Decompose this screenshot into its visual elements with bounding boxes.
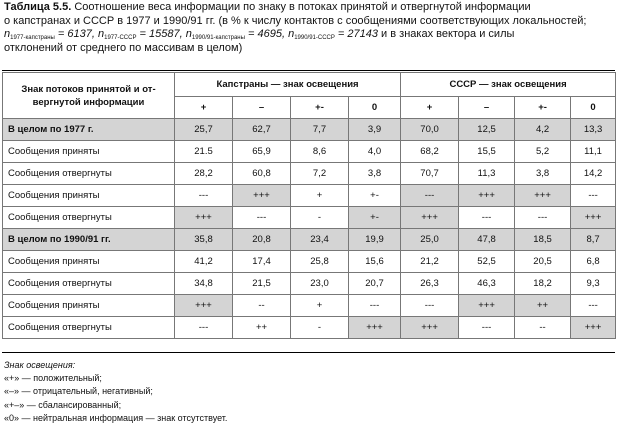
table-cell: 47,8 [459, 229, 515, 251]
table-cell: 46,3 [459, 273, 515, 295]
table-cell: --- [175, 185, 233, 207]
sign-header-cell: 0 [571, 97, 616, 119]
table-cell: + [291, 185, 349, 207]
table-cell: 6,8 [571, 251, 616, 273]
row-label: Сообщения отвергнуты [3, 317, 175, 339]
sign-header-cell: – [459, 97, 515, 119]
table-cell: --- [459, 317, 515, 339]
table-cell: --- [175, 317, 233, 339]
table-cell: +++ [401, 207, 459, 229]
table-row [3, 163, 616, 185]
row-label: В целом по 1990/91 гг. [3, 229, 175, 251]
table-cell: 23,4 [291, 229, 349, 251]
table-row [3, 229, 616, 251]
notes-heading: Знак освещения: [4, 360, 76, 370]
row-label: Сообщения приняты [3, 141, 175, 163]
table-cell: ++ [515, 295, 571, 317]
sign-header-cell: + [175, 97, 233, 119]
table-row [3, 185, 616, 207]
caption-line-3: $n_{1977-капстраны} = 6137$, $n_{1977-СССР} = 15587$, $n_{1990/91-капстраны} = 4695$, $n_{1990/91-СССР} = 27143$ и в знаках вектора и силы [4, 28, 515, 42]
table-row [3, 251, 616, 273]
table-row [3, 317, 616, 339]
table-cell: 25,7 [175, 119, 233, 141]
table-cell: - [291, 207, 349, 229]
table-cell: 20,5 [515, 251, 571, 273]
table-cell: 25,8 [291, 251, 349, 273]
note-item: «+» — положительный; [4, 373, 102, 384]
caption-line-1: Соотношение веса информации по знаку в потоках принятой и отвергнутой информации [71, 1, 531, 13]
table-cell: 8,6 [291, 141, 349, 163]
table-cell: +++ [571, 207, 616, 229]
group-header-capitalist: Капстраны — знак освещения [175, 73, 401, 97]
table-cell: 70,0 [401, 119, 459, 141]
table-cell: ++ [233, 317, 291, 339]
table-cell: +++ [401, 317, 459, 339]
table-cell: +- [349, 207, 401, 229]
table-cell: +- [349, 185, 401, 207]
table-cell: 25,0 [401, 229, 459, 251]
caption-line-2: о капстранах и СССР в 1977 и 1990/91 гг. (в % к числу контактов с сообщениями соответствующих локальностей; [4, 14, 587, 27]
table-cell: 21.5 [175, 141, 233, 163]
table-cell: 26,3 [401, 273, 459, 295]
table-cell: 60,8 [233, 163, 291, 185]
table-cell: --- [459, 207, 515, 229]
table-cell: 3,9 [349, 119, 401, 141]
table-cell: 5,2 [515, 141, 571, 163]
row-label: Сообщения приняты [3, 185, 175, 207]
table-cell: 20,7 [349, 273, 401, 295]
table-cell: --- [515, 207, 571, 229]
sign-header-cell: +- [291, 97, 349, 119]
corner-header: Знак потоков принятой и от-вергнутой информации [3, 73, 175, 119]
table-cell: 41,2 [175, 251, 233, 273]
table-cell: 7,2 [291, 163, 349, 185]
table-cell: 11,3 [459, 163, 515, 185]
table-cell: --- [571, 295, 616, 317]
table-cell: -- [515, 317, 571, 339]
table-cell: -- [233, 295, 291, 317]
table-cell: 65,9 [233, 141, 291, 163]
table-cell: 35,8 [175, 229, 233, 251]
table-cell: 14,2 [571, 163, 616, 185]
table-cell: 20,8 [233, 229, 291, 251]
row-label: Сообщения отвергнуты [3, 273, 175, 295]
table-cell: 12,5 [459, 119, 515, 141]
table-row [3, 119, 616, 141]
table-cell: 23,0 [291, 273, 349, 295]
table-cell: 70,7 [401, 163, 459, 185]
table-cell: +++ [175, 295, 233, 317]
group-header-ussr: СССР — знак освещения [401, 73, 616, 97]
table-cell: 52,5 [459, 251, 515, 273]
row-label: Сообщения отвергнуты [3, 163, 175, 185]
table-cell: --- [233, 207, 291, 229]
table-cell: 15,6 [349, 251, 401, 273]
table-cell: --- [349, 295, 401, 317]
data-table [2, 72, 616, 339]
note-item: «0» — нейтральная информация — знак отсутствует. [4, 412, 228, 423]
table-cell: +++ [459, 295, 515, 317]
table-cell: 21,2 [401, 251, 459, 273]
table-cell: 4,2 [515, 119, 571, 141]
sign-header-cell: +- [515, 97, 571, 119]
row-label: Сообщения приняты [3, 251, 175, 273]
table-cell: 4,0 [349, 141, 401, 163]
table-cell: 3,8 [349, 163, 401, 185]
table-cell: 8,7 [571, 229, 616, 251]
table-cell: --- [401, 185, 459, 207]
table-cell: 9,3 [571, 273, 616, 295]
table-cell: 19,9 [349, 229, 401, 251]
table-cell: +++ [515, 185, 571, 207]
table-cell: 28,2 [175, 163, 233, 185]
table-cell: - [291, 317, 349, 339]
bottom-rule [2, 352, 615, 353]
table-cell: 13,3 [571, 119, 616, 141]
table-cell: +++ [233, 185, 291, 207]
table-row [3, 273, 616, 295]
table-cell: 3,8 [515, 163, 571, 185]
table-cell: +++ [349, 317, 401, 339]
note-item: «+–» — сбалансированный; [4, 399, 122, 410]
table-cell: 68,2 [401, 141, 459, 163]
table-cell: 62,7 [233, 119, 291, 141]
notes [4, 359, 227, 425]
caption-line-4: отклонений от среднего по массивам в целом) [4, 41, 243, 54]
table-cell: 17,4 [233, 251, 291, 273]
table-row [3, 295, 616, 317]
table-cell: 11,1 [571, 141, 616, 163]
table-cell: 18,5 [515, 229, 571, 251]
top-rule [2, 70, 615, 71]
table-row [3, 207, 616, 229]
table-cell: 34,8 [175, 273, 233, 295]
table-cell: 15,5 [459, 141, 515, 163]
table-cell: 7,7 [291, 119, 349, 141]
sign-header-cell: 0 [349, 97, 401, 119]
row-label: Сообщения приняты [3, 295, 175, 317]
table-cell: +++ [459, 185, 515, 207]
row-label: В целом по 1977 г. [3, 119, 175, 141]
row-label: Сообщения отвергнуты [3, 207, 175, 229]
table-cell: 21,5 [233, 273, 291, 295]
note-item: «–» — отрицательный, негативный; [4, 386, 153, 397]
table-cell: + [291, 295, 349, 317]
table-row [3, 141, 616, 163]
table-label: Таблица 5.5. [4, 1, 72, 13]
table-cell: --- [571, 185, 616, 207]
table-cell: +++ [571, 317, 616, 339]
sign-header-cell: + [401, 97, 459, 119]
table-cell: 18,2 [515, 273, 571, 295]
table-caption [4, 1, 614, 55]
sign-header-cell: – [233, 97, 291, 119]
table-cell: --- [401, 295, 459, 317]
table-cell: +++ [175, 207, 233, 229]
